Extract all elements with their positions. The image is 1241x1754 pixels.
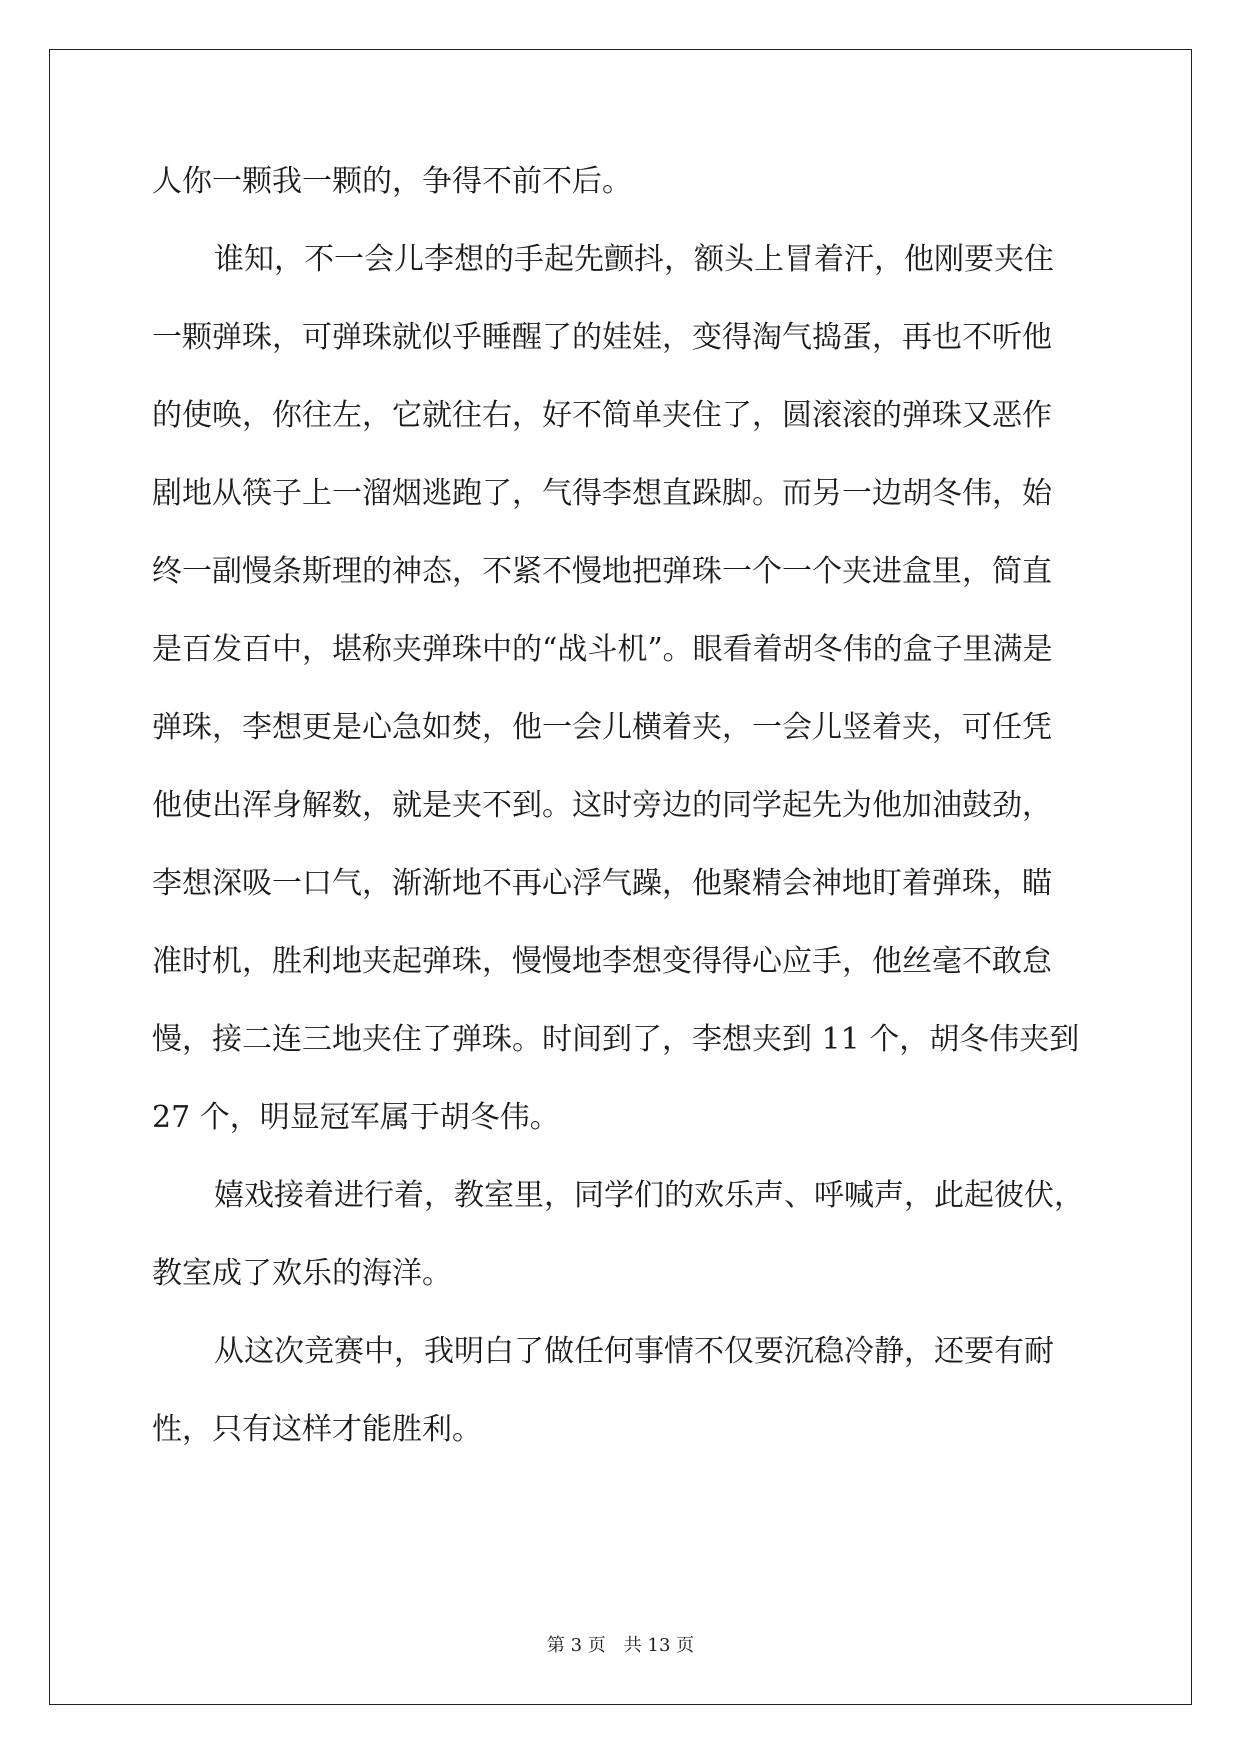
text-line: 弹珠，李想更是心急如焚，他一会儿横着夹，一会儿竖着夹，可任凭 (152, 710, 1052, 745)
text-line: 27 个，明显冠军属于胡冬伟。 (152, 1100, 560, 1135)
paragraph-start: 谁知，不一会儿李想的手起先颤抖，额头上冒着汗，他刚要夹住 (214, 242, 1054, 277)
text-line: 剧地从筷子上一溜烟逃跑了，气得李想直跺脚。而另一边胡冬伟，始 (152, 476, 1052, 511)
text-line: 终一副慢条斯理的神态，不紧不慢地把弹珠一个一个夹进盒里，简直 (152, 554, 1052, 589)
text-line: 他使出浑身解数，就是夹不到。这时旁边的同学起先为他加油鼓劲， (152, 788, 1052, 823)
text-line: 李想深吸一口气，渐渐地不再心浮气躁，他聚精会神地盯着弹珠，瞄 (152, 866, 1052, 901)
text-line: 性，只有这样才能胜利。 (152, 1412, 482, 1447)
text-line: 教室成了欢乐的海洋。 (152, 1256, 452, 1291)
text-line: 一颗弹珠，可弹珠就似乎睡醒了的娃娃，变得淘气捣蛋，再也不听他 (152, 320, 1052, 355)
text-line: 准时机，胜利地夹起弹珠，慢慢地李想变得得心应手，他丝毫不敢怠 (152, 944, 1052, 979)
text-line: 的使唤，你往左，它就往右，好不简单夹住了，圆滚滚的弹珠又恶作 (152, 398, 1052, 433)
text-line: 人你一颗我一颗的，争得不前不后。 (152, 164, 632, 199)
text-line: 慢，接二连三地夹住了弹珠。时间到了，李想夹到 11 个，胡冬伟夹到 (152, 1022, 1080, 1057)
text-line: 是百发百中，堪称夹弹珠中的“战斗机”。眼看着胡冬伟的盒子里满是 (152, 632, 1053, 667)
page-number: 第 3 页 共 13 页 (546, 1635, 695, 1656)
paragraph-start: 嬉戏接着进行着，教室里，同学们的欢乐声、呼喊声，此起彼伏， (214, 1178, 1084, 1213)
paragraph-start: 从这次竞赛中，我明白了做任何事情不仅要沉稳冷静，还要有耐 (214, 1334, 1054, 1369)
